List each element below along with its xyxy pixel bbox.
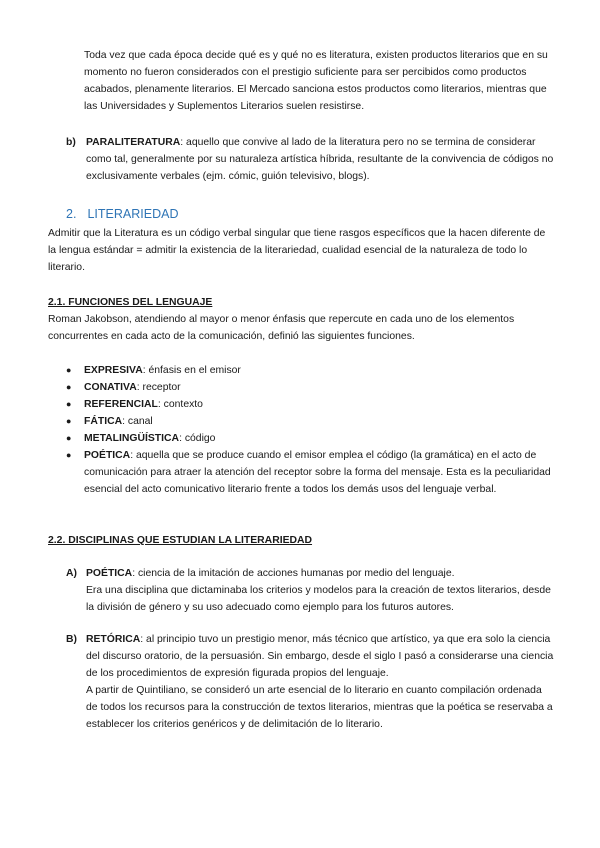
functions-list <box>66 362 554 498</box>
list-item <box>66 396 554 413</box>
subsection-heading-funciones: 2.1. FUNCIONES DEL LENGUAJE <box>48 297 213 308</box>
discipline-term: RETÓRICA <box>86 634 141 645</box>
discipline-extra: A partir de Quintiliano, se consideró un arte esencial de lo literario en cuanto compilación ordenada de todos los recursos para la construcción de textos literarios, mientras que la poética se reservaba a establecer los criterios genéricos y de delimitación de lo literario. <box>86 685 553 730</box>
literariedad-paragraph: Admitir que la Literatura es un código verbal singular que tiene rasgos específicos que la hacen diferente de la lengua estándar = admitir la existencia de la literariedad, cualidad esencial de la naturaleza de todo lo literario. <box>48 228 546 273</box>
section-number: 2. <box>66 207 77 221</box>
discipline-body <box>86 631 554 733</box>
bullet-icon: ● <box>66 382 72 392</box>
discipline-body <box>86 565 554 616</box>
list-item <box>66 430 554 447</box>
function-text: : aquella que se produce cuando el emisor emplea el código (la gramática) en el acto de comunicación para atraer la atención del receptor sobre la forma del mensaje. Esta es la peculiaridad esencial del acto comunicativo literario frente a todos los demás usos del lenguaje verbal. <box>84 450 551 495</box>
discipline-label: A) <box>66 568 77 579</box>
function-text: : énfasis en el emisor <box>142 365 241 376</box>
item-text: : aquello que convive al lado de la literatura pero no se termina de considerar como tal, generalmente por su naturaleza artística híbrida, resultante de la convivencia de códigos no exclusivamente verbales (ejm. cómic, guión televisivo, blogs). <box>86 137 554 182</box>
function-term: CONATIVA <box>84 382 137 393</box>
function-text: : contexto <box>157 399 203 410</box>
list-item <box>66 447 554 498</box>
subsection-heading-disciplinas: 2.2. DISCIPLINAS QUE ESTUDIAN LA LITERARIEDAD <box>48 535 313 546</box>
bullet-icon: ● <box>66 416 72 426</box>
function-term: POÉTICA <box>84 450 131 461</box>
bullet-icon: ● <box>66 399 72 409</box>
section-heading-literariedad <box>66 204 178 224</box>
discipline-text: : al principio tuvo un prestigio menor, más técnico que artístico, ya que era solo la ciencia del discurso oratorio, de la persuasión. Sin embargo, desde el siglo I pasó a considerarse una ciencia de los procedimientos de expresión figurada propios del lenguaje. <box>86 634 554 679</box>
function-text: : código <box>179 433 216 444</box>
discipline-definition <box>86 565 554 582</box>
section-title: LITERARIEDAD <box>87 207 179 221</box>
function-term: EXPRESIVA <box>84 365 143 376</box>
discipline-retorica <box>66 631 554 733</box>
function-term: METALINGÜÍSTICA <box>84 433 180 444</box>
function-term: FÁTICA <box>84 416 123 427</box>
discipline-term: POÉTICA <box>86 568 133 579</box>
intro-paragraph: Toda vez que cada época decide qué es y qué no es literatura, existen productos literarios que en su momento no fueron considerados con el prestigio suficiente para ser percibidos como productos acabados, plenamente literarios. El Mercado sanciona estos productos como literarios, mientras que las Universidades y Suplementos Literarios suelen resistirse. <box>84 50 548 112</box>
discipline-text: : ciencia de la imitación de acciones humanas por medio del lenguaje. <box>132 568 455 579</box>
function-term: REFERENCIAL <box>84 399 158 410</box>
item-body <box>86 134 554 185</box>
bullet-icon: ● <box>66 450 72 460</box>
paraliteratura-item <box>66 134 554 185</box>
item-term: PARALITERATURA <box>86 137 181 148</box>
list-item <box>66 379 554 396</box>
bullet-icon: ● <box>66 365 72 375</box>
list-item <box>66 413 554 430</box>
function-text: : receptor <box>136 382 181 393</box>
discipline-poetica <box>66 565 554 616</box>
discipline-label: B) <box>66 634 77 645</box>
list-item <box>66 362 554 379</box>
funciones-paragraph: Roman Jakobson, atendiendo al mayor o menor énfasis que repercute en cada uno de los elementos concurrentes en cada acto de la comunicación, definió las siguientes funciones. <box>48 314 515 342</box>
discipline-extra: Era una disciplina que dictaminaba los criterios y modelos para la creación de textos literarios, desde la división de género y su uso adecuado como ejemplo para los futuros autores. <box>86 585 551 613</box>
item-label: b) <box>66 137 76 148</box>
discipline-definition <box>86 631 554 682</box>
bullet-icon: ● <box>66 433 72 443</box>
function-text: : canal <box>122 416 153 427</box>
